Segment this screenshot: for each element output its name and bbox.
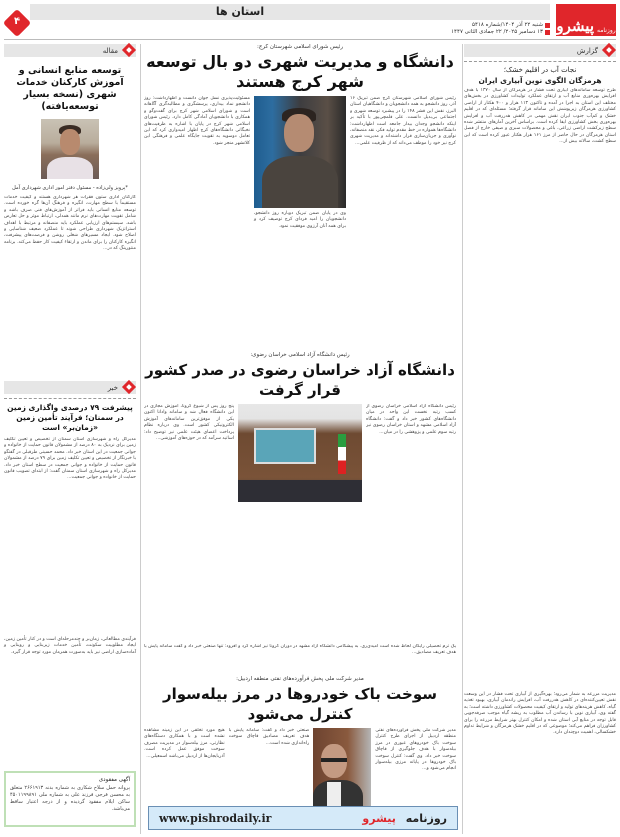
column-divider [462,44,463,834]
report-body-end: مدیریت مزرعه به شمار می‌رود؛ بهره‌گیری از آبیاری تحت فشار در این وسعت نقش تعیین‌کننده‌ای در کاهش هدررفت آب، افزایش راندمان آبیاری، بهبود تغذیه گیاه، کاهش هزینه‌های تولید و ارتقای کیفیت محصولات کشاورزی داشته است؛ به گفته وی، آبیاری نوین با رساندن آب مطلوب به ریشه گیاه موجب صرفه‌جویی قابل توجه در منابع آبی استان شده و امکان کنترل بهتر شرایط مزرعه را برای کشاورزان فراهم می‌کند؛ موضوعی که در اقلیم خشک هرمزگان و شرایط تداوم خشکسالی، اهمیت دوچندان دارد. [464,692,616,736]
classified-ad [4,771,136,827]
red-square-icon [545,30,550,35]
newspaper-logo[interactable] [556,4,616,36]
classified-title: آگهی مفقودی [98,777,130,783]
report-column [464,44,616,833]
website-link[interactable]: www.pishrodaily.ir [159,811,272,825]
news-label: خبر [107,383,118,392]
story-karaj [144,44,456,296]
opinion-byline: *پرویز ولی‌زاده - مسئول دفتر امور اداری شهرداری آمل [12,185,128,191]
report-label-bar [464,44,616,57]
story-body: پنج روز پس از شیوع کرونا، آموزش مجازی در این دانشگاه فعال شد و سامانه وادانا اکنون یکی از موفق‌ترین سامانه‌های آموزش الکترونیکی کشور است. وی درباره نظام پرداخت اعضای هیئت علمی نیز توضیح داد: اساتید سرآمد که در حوزه‌های آموزشی... [144,404,234,442]
opinion-body: کارکنان اداری ستون فقرات هر شهرداری هستند و کیفیت خدمات مستقیماً با سطح مهارت، انگیزه و فرهنگ آن‌ها گره خورده است. توسعه منابع انسانی باید فراتر از آموزش‌های فنی صرف باشد و شامل تقویت مهارت‌های نرم مانند همدلی، ارتباط موثر و حل تعارض باشد. سیستم‌های ارزیابی عملکرد باید منصفانه و مرتبط با اهداف استراتژیک شهرداری طراحی شوند تا عملکرد ضعیف شناسایی و اصلاح شود. ایجاد مسیرهای شغلی روشن و فرصت‌های پیشرفت، انگیزه کارکنان را برای ماندن و ارتقاء کیفیت کار حفظ می‌کند. برنامه منتورینگ که در... [4,195,136,252]
left-column [4,44,136,833]
red-square-icon [545,23,550,28]
section-title: استان ها [215,5,265,18]
report-kicker: نجات آب در اقلیم خشک؛ [503,66,577,74]
footer-logo-red: پیشرو [362,811,396,825]
story-body-bottom: یک ترم تحصیلی رایگان لحاظ شده است امیدی‌ری. به پیشگامی دانشگاه آزاد مشهد در دوران کرونا نیز اشاره کرد و افزود: تنها صنعتی خبر داد و گفت سامانه پایش با هدف تعریف مصادیق... [144,644,456,656]
divider [4,39,616,40]
report-body: طرح توسعه سامانه‌های آبیاری تحت فشار در هرمزگان از سال ۱۳۷۰ با هدف افزایش بهره‌وری منابع آب و ارتقای عملکرد تولیدات کشاورزی در بخش‌های مختلف این استان به اجرا در آمده و تاکنون ۱۱۳ هزار و ۴۰۰ هکتار از اراضی کشاورزی هرمزگان زیرپوشش این سامانه قرار گرفته؛ مسئله‌ای که در اقلیم خشک و کم‌آب جنوب ایران نقش مهمی در کاهش هدررفت آب و افزایش بهره‌وری بخش کشاورزی ایفا کرده است. براساس آخرین آمارهای منتشر شده سطح زیرکشت اراضی زراعی، باغی و محصولات سبزی و صیفی خارج از فصل استان هرمزگان در حال حاضر از مرز ۱۶۱ هزار هکتار عبور کرده است که این سطح کشت، سالانه بیش از... [464,88,616,145]
masthead [0,0,620,40]
story-headline[interactable]: سوخت باک خودروها در مرز بیله‌سوار کنترل می‌شود [163,685,437,723]
footer-logo-text: روزنامه [405,811,447,825]
opinion-title[interactable]: توسعه منابع انسانی و آموزش کارکنان خدمات شهری (نسخه بسیار توسعه‌یافته) [16,65,124,112]
footer-banner [148,806,458,830]
story-body: مدیر شرکت ملی پخش فرآورده‌های نفتی منطقه اردبیل از اجرای طرح کنترل سوخت باک خودروهای عبوری در مرز بیله‌سوار با هدف جلوگیری از قاچاق سوخت خبر داد. وی گفت: کنترل سوخت باک خودروها در پایانه مرزی بیله‌سوار انجام می‌شود و... [375,728,456,772]
divider [464,61,616,62]
section-diamond-icon [602,43,616,57]
column-divider [140,44,141,834]
story-body: رئیس شورای اسلامی شهرستان کرج ضمن تبریک ۱۶ آذر، روز دانشجو به همه دانشجویان و دانشگاهیان استان البرز، نقش این قشر ۱۴۸ را در پیشبرد توسعه شهری و اجتماعی بی‌بدیل دانست. علی قلمچی‌پور با تأکید بر اینکه دانشجو وجدان بیدار جامعه است اظهارداشت: دانشگاه‌ها همواره در خط مقدم تولید فکر، نقد منصفانه، نوآوری و جریان‌سازی قرار داشته‌اند و مدیریت شهری کرج نیز خود را موظف می‌داند که از ظرفیت علمی... [350,96,456,146]
story-body: رئیس دانشگاه آزاد اسلامی خراسان رضوی از کسب رتبه نخست این واحد در میان دانشگاه‌های کشور خبر داد و گفت: دانشگاه آزاد اسلامی مشهد و استان خراسان رضوی نیز رتبه سوم علمی و پژوهشی را در میان... [366,404,456,435]
dateline [451,22,550,36]
story-khorasan [144,352,456,670]
logo-small-text: روزنامه [597,27,616,34]
date-line-2: ۱۳ دسامبر ۲۰۲۵/ ۲۲ جمادی الثانی ۱۴۴۷ [451,29,543,35]
story-kicker: رئیس شورای اسلامی شهرستان کرج: [257,44,343,50]
divider [4,398,136,399]
story-photo [313,728,371,814]
section-diamond-icon [122,43,136,57]
story-headline[interactable]: دانشگاه و مدیریت شهری دو بال توسعه شهر کرج هستند [146,52,454,91]
opinion-label-bar [4,44,136,57]
news-title[interactable]: پیشرفت ۷۹ درصدی واگذاری زمین در سمنان؛ فرآیند تأمین زمین «زمان‌بر» است [7,403,133,432]
logo-big-text: پیشرو [556,17,594,35]
story-kicker: رئیس دانشگاه آزاد اسلامی خراسان رضوی: [250,352,350,358]
story-kicker: مدیر شرکت ملی پخش فرآورده‌های نفتی منطقه اردبیل: [236,676,364,682]
classified-body: پروانه حمل سلاح شکاری به شماره بدنه ۲۶۶۱۹۱۳ متعلق به محسن فرجی فرزند علی به شماره ملی ۴۵۰۱۱۹۹۸۹۱ ساکن ایلام مفقود گردیده و از درجه اعتبار ساقط می‌باشد. [10,785,130,812]
story-body: هیچ مورد تخلفی در این زمینه مشاهده نشده است و با همکاری دستگاه‌های نظارتی، مرز بیله‌سوار در مدیریت مصرف سوخت موفق عمل کرده است. آذربایجان‌ها از اردبیل می‌باشد اسمعیلی... [143,728,225,759]
section-diamond-icon [122,380,136,394]
story-photo [238,404,362,502]
date-line-1: شنبه ۲۲ آذر ۱۴۰۴/شماره ۵۴۱۸ [472,22,543,28]
author-portrait [41,119,99,179]
story-body: مسئولیت‌پذیری نسل جوان دانست و اظهارداشت: روز دانشجو نماد بیداری، پرسشگری و مطالبه‌گری آگاهانه است و شورای اسلامی شهر کرج برای گفت‌وگو و همکاری با دانشجویان آمادگی کامل دارد. رئیس شورای اسلامی شهر کرج در پایان با اشاره به ظرفیت‌های نخبگانی دانشگاه‌های کرج اظهار امیدواری کرد که این تعامل دوسویه به تقویت جایگاه علمی و فرهنگی این کلانشهر منجر شود. [144,96,250,146]
news-body: مدیرکل راه و شهرسازی استان سمنان از تخصیص و تعیین تکلیف زمین برای نزدیک به ۸۰ درصد از مشمولان قانون حمایت از خانواده و جوانی جمعیت در این استان خبر داد. محمد حسینی طرقبلی در گفتگو با خبرنگار از تخصیص و تعیین تکلیف زمین برای ۷۹ درصد از مشمولان قانون حمایت از خانواده و جوانی جمعیت در سطح استان خبر داد. مدیرکل راه و شهرسازی استان سمنان گفت: از ابتدای تصویب قانون حمایت از خانواده و جوانی جمعیت... [4,437,136,481]
news-label-bar [4,381,136,394]
report-label: گزارش [576,46,598,55]
news-body-end: فرآیندی مطالعاتی، زمان‌بر و چندمرحله‌ای است و در کنار تأمین زمین، ایجاد مطلوبیت سکونت، تأمین خدمات زیربنایی و روبنایی و آماده‌سازی اراضی نیز باید به‌صورت همزمان مورد توجه قرار گیرد. [4,637,136,655]
photo-caption: وی در پایان ضمن تبریک دوباره روز دانشجو، دانشجویان را امید فردای کرج توصیف کرد و برای همه آنان آرزوی موفقیت نمود. [254,211,346,229]
page-number-badge [4,10,30,36]
main-stories [144,44,456,837]
story-body: صنعتی خبر داد و گفت: سامانه پایش با هدف تعریف مصادیق قاچاق سوخت راه‌اندازی شده است... [228,728,310,746]
footer-logo [362,812,447,825]
page-number: ۴ [13,16,21,27]
story-headline[interactable]: دانشگاه آزاد خراسان رضوی در صدر کشور قرار گرفت [145,361,455,399]
report-title[interactable]: هرمزگان الگوی نوین آبیاری ایران [478,76,602,85]
opinion-label: مقاله [102,46,118,55]
story-photo [254,96,346,208]
